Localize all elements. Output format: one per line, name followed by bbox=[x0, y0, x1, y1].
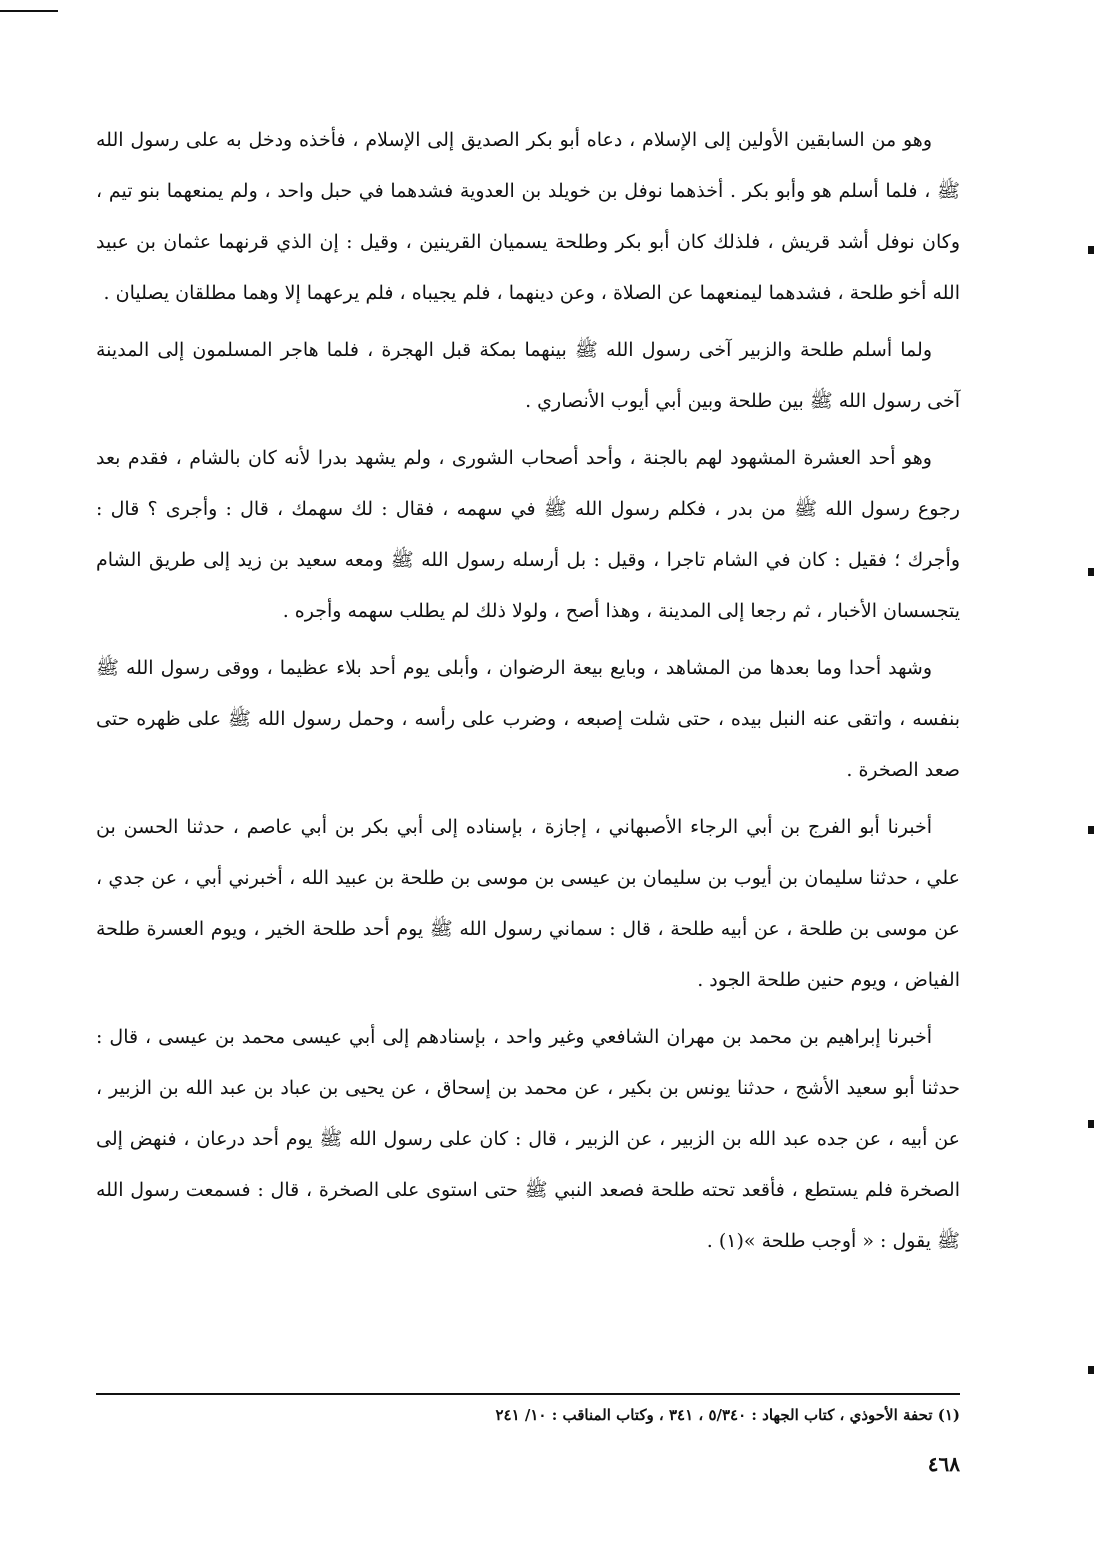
footnote: (١) تحفة الأحوذي ، كتاب الجهاد : ٥/٣٤٠ ، ٣٤١ ، وكتاب المناقب : ١٠/ ٢٤١ bbox=[495, 1406, 960, 1424]
margin-mark bbox=[1088, 1120, 1094, 1128]
footnote-rule bbox=[96, 1393, 960, 1395]
margin-mark bbox=[1088, 568, 1094, 576]
margin-mark bbox=[1088, 246, 1094, 254]
margin-mark bbox=[1088, 1366, 1094, 1374]
paragraph: أخبرنا إبراهيم بن محمد بن مهران الشافعي وغير واحد ، بإسنادهم إلى أبي عيسى محمد بن عيسى ، قال : حدثنا أبو سعيد الأشج ، حدثنا يونس بن بكير ، عن محمد بن إسحاق ، عن يحيى بن عباد بن عبد الله بن الزبير ، عن أبيه ، عن جده عبد الله بن الزبير ، عن الزبير ، قال : كان على رسول الله ﷺ يوم أحد درعان ، فنهض إلى الصخرة فلم يستطع ، فأقعد تحته طلحة فصعد النبي ﷺ حتى استوى على الصخرة ، قال : فسمعت رسول الله ﷺ يقول : « أوجب طلحة »(١) . bbox=[96, 1026, 960, 1252]
paragraph: أخبرنا أبو الفرج بن أبي الرجاء الأصبهاني ، إجازة ، بإسناده إلى أبي بكر بن أبي عاصم ، حدثنا الحسن بن علي ، حدثنا سليمان بن أيوب بن سليمان بن عيسى بن موسى بن طلحة بن عبيد الله ، أخبرني أبي ، عن جدي ، عن موسى بن طلحة ، عن أبيه طلحة ، قال : سماني رسول الله ﷺ يوم أحد طلحة الخير ، ويوم العسرة طلحة الفياض ، ويوم حنين طلحة الجود . bbox=[96, 816, 960, 991]
paragraph: وهو أحد العشرة المشهود لهم بالجنة ، وأحد أصحاب الشورى ، ولم يشهد بدرا لأنه كان بالشام ، فقدم بعد رجوع رسول الله ﷺ من بدر ، فكلم رسول الله ﷺ في سهمه ، فقال : لك سهمك ، قال : وأجرى ؟ قال : وأجرك ؛ فقيل : كان في الشام تاجرا ، وقيل : بل أرسله رسول الله ﷺ ومعه سعيد بن زيد إلى طريق الشام يتجسسان الأخبار ، ثم رجعا إلى المدينة ، وهذا أصح ، ولولا ذلك لم يطلب سهمه وأجره . bbox=[96, 447, 960, 622]
page-number: ٤٦٨ bbox=[927, 1452, 960, 1476]
paragraph: ولما أسلم طلحة والزبير آخى رسول الله ﷺ بينهما بمكة قبل الهجرة ، فلما هاجر المسلمون إلى المدينة آخى رسول الله ﷺ بين طلحة وبين أبي أيوب الأنصاري . bbox=[96, 339, 960, 412]
paragraph: وهو من السابقين الأولين إلى الإسلام ، دعاه أبو بكر الصديق إلى الإسلام ، فأخذه ودخل به على رسول الله ﷺ ، فلما أسلم هو وأبو بكر . أخذهما نوفل بن خويلد بن العدوية فشدهما في حبل واحد ، ولم يمنعهما بنو تيم ، وكان نوفل أشد قريش ، فلذلك كان أبو بكر وطلحة يسميان القرينين ، وقيل : إن الذي قرنهما عثمان بن عبيد الله أخو طلحة ، فشدهما ليمنعهما عن الصلاة ، وعن دينهما ، فلم يجيباه ، فلم يرعهما إلا وهما مطلقان يصليان . bbox=[96, 129, 960, 304]
margin-mark bbox=[1088, 826, 1094, 834]
top-rule bbox=[0, 10, 58, 12]
main-text bbox=[96, 115, 960, 1273]
paragraph: وشهد أحدا وما بعدها من المشاهد ، وبايع بيعة الرضوان ، وأبلى يوم أحد بلاء عظيما ، ووقى رسول الله ﷺ بنفسه ، واتقى عنه النبل بيده ، حتى شلت إصبعه ، وضرب على رأسه ، وحمل رسول الله ﷺ على ظهره حتى صعد الصخرة . bbox=[96, 657, 960, 781]
